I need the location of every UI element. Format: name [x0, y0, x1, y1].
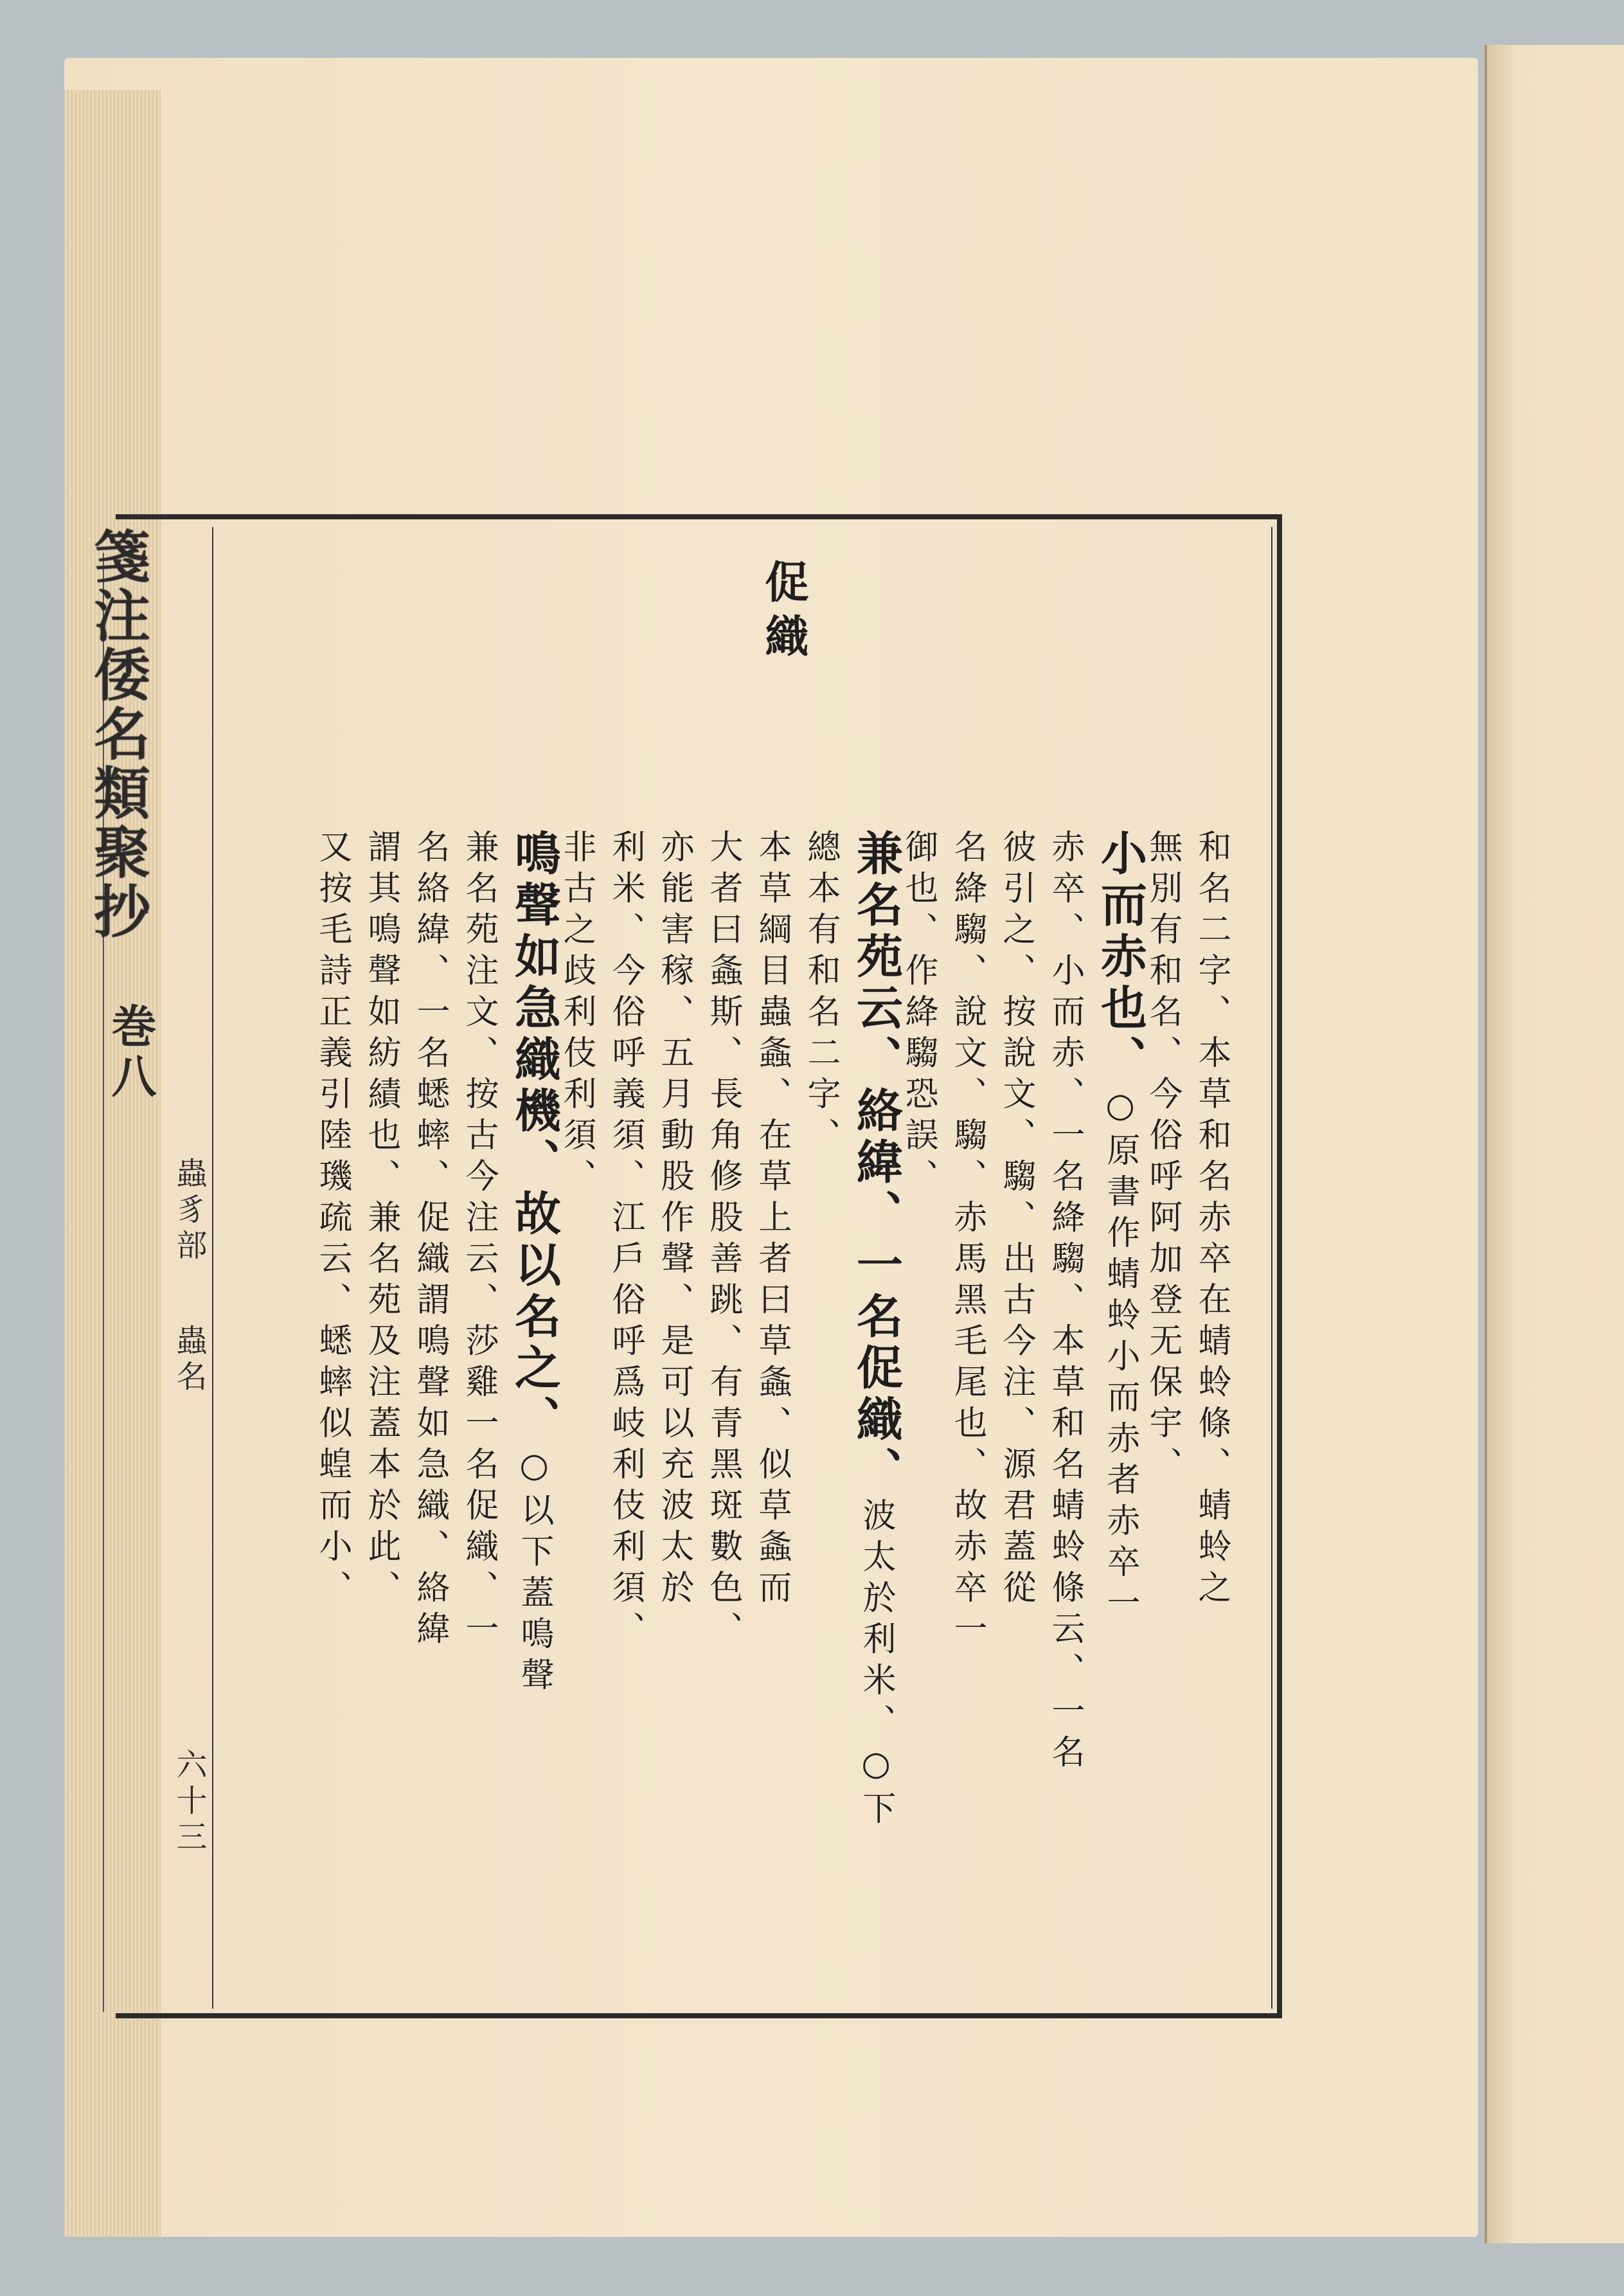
annotation-text: ○原書作蜻蛉小而赤者赤卒一 [1101, 1086, 1139, 1626]
text-column [1048, 829, 1082, 1775]
text-column [755, 829, 789, 1611]
annotation-text: ○以下蓋鳴聲 [515, 1446, 553, 1698]
annotation-text: 無別有和名、今俗呼阿加登无保宇、 [1143, 829, 1182, 1487]
section-label: 蟲豸部 [171, 1157, 207, 1265]
text-column [460, 829, 498, 1652]
page-number: 六十三 [171, 1748, 207, 1856]
annotation-text: 名絳騶、說文、騶、赤馬黑毛尾也、故赤卒一 [948, 829, 986, 1652]
text-column [801, 829, 840, 1158]
annotation-text: 赤卒、小而赤、一名絳騶、本草和名蜻蛉條云、一名 [1046, 829, 1084, 1775]
text-column [1192, 829, 1231, 1611]
book-title: 箋注倭名類聚抄 [85, 527, 152, 941]
text-column [706, 829, 740, 1652]
annotation-text: 波太於利米、○下 [857, 1498, 895, 1832]
annotation-text: 又按毛詩正義引陸璣疏云、蟋蟀似蝗而小、 [313, 829, 352, 1611]
text-column [364, 829, 398, 1611]
main-text: 鳴聲如急織機、故以名之、 [507, 829, 562, 1446]
annotation-text: 謂其鳴聲如紡績也、兼名苑及注蓋本於此、 [362, 829, 400, 1611]
main-text: 兼名苑云、絡緯、一名促織、 [849, 829, 904, 1498]
text-column [313, 829, 352, 1611]
text-column [849, 829, 904, 1832]
annotation-text: 和名二字、本草和名赤卒在蜻蛉條、蜻蛉之 [1192, 829, 1231, 1611]
text-column [507, 829, 562, 1698]
text-column [899, 829, 938, 1199]
text-column [1093, 829, 1148, 1626]
main-text: 小而赤也、 [1093, 829, 1148, 1086]
annotation-text: 兼名苑注文、按古今注云、莎雞一名促織、一 [460, 829, 498, 1652]
volume-label: 巻八 [104, 1003, 157, 1103]
text-column [999, 829, 1033, 1611]
annotation-text: 亦能害稼、五月動股作聲、是可以充波太於 [655, 829, 693, 1611]
text-column [1143, 829, 1182, 1487]
annotation-text: 本草綱目蟲螽、在草上者曰草螽、似草螽而 [753, 829, 791, 1611]
text-column [606, 829, 645, 1652]
annotation-text: 非古之歧利伎利須、 [557, 829, 596, 1199]
text-column [950, 829, 984, 1652]
subsection-label: 蟲名 [171, 1324, 207, 1396]
text-column [557, 829, 596, 1199]
annotation-text: 總本有和名二字、 [801, 829, 840, 1158]
annotation-text: 利米、今俗呼義須、江戶俗呼爲岐利伎利須、 [606, 829, 645, 1652]
text-column [657, 829, 691, 1611]
next-page-edge [1485, 45, 1624, 2243]
entry-heading: 促織 [758, 559, 809, 667]
annotation-text: 彼引之、按說文、騶、出古今注、源君蓋從 [997, 829, 1035, 1611]
annotation-text: 名絡緯、一名蟋蟀、促織謂鳴聲如急織、絡緯 [411, 829, 449, 1652]
text-column [413, 829, 447, 1652]
annotation-text: 御也、作絳騶恐誤、 [899, 829, 938, 1199]
annotation-text: 大者曰螽斯、長角修股善跳、有青黑斑數色、 [704, 829, 742, 1652]
